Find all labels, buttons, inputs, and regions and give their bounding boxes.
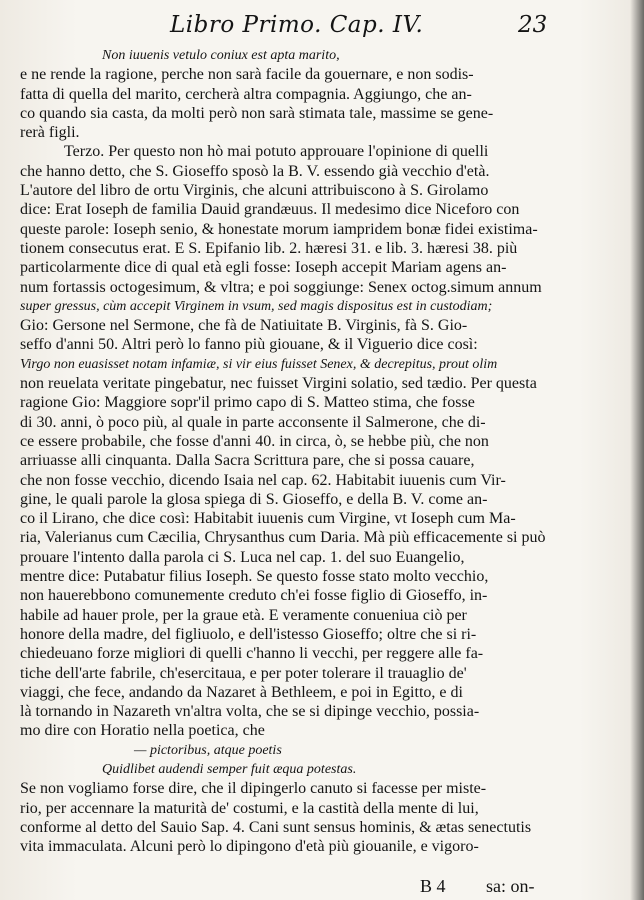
text-line: queste parole: Ioseph senio, & honestate morum iampridem bonæ fidei existima- bbox=[20, 220, 538, 238]
running-header bbox=[0, 12, 644, 42]
text-line: rio, per accennare la maturità de' costumi, e la castità della mente di lui, bbox=[20, 799, 479, 817]
text-line: e ne rende la ragione, perche non sarà facile da gouernare, e non sodis- bbox=[20, 66, 474, 84]
text-line: particolarmente dice di qual età egli fosse: Ioseph accepit Mariam agens an- bbox=[20, 259, 507, 277]
text-line: Virgo non euasisset notam infamiæ, si vir eius fuisset Senex, & decrepitus, prout olim bbox=[20, 356, 498, 372]
signature-mark: B 4 bbox=[420, 876, 446, 896]
text-line: L'autore del libro de ortu Virginis, che alcuni attribuiscono à S. Girolamo bbox=[20, 182, 489, 200]
page-number: 23 bbox=[518, 12, 548, 38]
text-line: ria, Valerianus cum Cæcilia, Chrysanthus cum Daria. Mà più efficacemente si può bbox=[20, 529, 546, 547]
text-line: num fortassis octogesimum, & vltra; e poi soggiunge: Senex octog.simum annum bbox=[20, 278, 542, 296]
text-line: mo dire con Horatio nella poetica, che bbox=[20, 722, 265, 740]
text-line: co il Lirano, che dice così: Habitabit iuuenis cum Virgine, vt Ioseph cum Ma- bbox=[20, 510, 516, 528]
text-line: che non fosse vecchio, dicendo Isaia nel cap. 62. Habitabit iuuenis cum Vir- bbox=[20, 471, 506, 489]
text-line: viaggi, che fece, andando da Nazaret à Bethleem, e poi in Egitto, e di bbox=[20, 683, 463, 701]
text-line: tiche dell'arte fabrile, ch'esercitaua, e per poter tolerare il trauaglio de' bbox=[20, 664, 467, 682]
verse-quote: — pictoribus, atque poetis bbox=[134, 742, 282, 758]
verse-quote: Quidlibet audendi semper fuit æqua potestas. bbox=[102, 761, 357, 777]
text-line: vita immaculata. Alcuni però lo dipingono d'età più giouanile, e vigoro- bbox=[20, 838, 479, 856]
body-text bbox=[20, 46, 620, 856]
text-line: conforme al detto del Sauio Sap. 4. Cani sunt sensus hominis, & ætas senectutis bbox=[20, 818, 532, 836]
text-line: Gio: Gersone nel Sermone, che fà de Natiuitate B. Virginis, fà S. Gio- bbox=[20, 317, 468, 335]
text-line: ragione Gio: Maggiore sopr'il primo capo di S. Matteo stima, che fosse bbox=[20, 394, 475, 412]
paragraph-start: Terzo. Per questo non hò mai potuto approuare l'opinione di quelli bbox=[64, 143, 489, 161]
page-edge-shadow bbox=[630, 0, 644, 900]
text-line: chiedeuano forze migliori di quelli c'hanno li vecchi, per reggere alle fa- bbox=[20, 645, 484, 663]
text-line: co quando sia casta, da molti però non sarà stimata tale, massime se gene- bbox=[20, 104, 494, 122]
text-line: che hanno detto, che S. Gioseffo sposò la B. V. essendo già vecchio d'età. bbox=[20, 162, 490, 180]
text-line: dice: Erat Ioseph de familia Dauid grandæuus. Il medesimo dice Niceforo con bbox=[20, 201, 520, 219]
catchword: sa: on- bbox=[486, 876, 535, 896]
text-line: non reuelata veritate pingebatur, nec fuisset Virgini solatio, sed tædio. Per questa bbox=[20, 375, 537, 393]
text-line: tionem consecutus erat. E S. Epifanio lib. 2. hæresi 31. e lib. 3. hæresi 38. più bbox=[20, 239, 518, 257]
text-line: mentre dice: Putabatur filius Ioseph. Se questo fosse stato molto vecchio, bbox=[20, 568, 489, 586]
text-line: arriuasse alli cinquanta. Dalla Sacra Scrittura pare, che si possa cauare, bbox=[20, 452, 475, 470]
text-line: di 30. anni, ò poco più, al quale in parte acconsente il Salmerone, che di- bbox=[20, 413, 486, 431]
text-line: super gressus, cùm accepit Virginem in vsum, sed magis dispositus est in custodiam; bbox=[20, 298, 493, 314]
text-line: ce essere probabile, che fosse d'anni 40. in circa, ò, se hebbe più, che non bbox=[20, 432, 489, 450]
text-line: rerà figli. bbox=[20, 124, 80, 142]
page-footer bbox=[420, 876, 620, 897]
text-line: habile ad hauer prole, per la graue età. E veramente conueniua ciò per bbox=[20, 606, 467, 624]
text-line: fatta di quella del marito, cercherà altra compagnia. Aggiungo, che an- bbox=[20, 85, 472, 103]
text-line: prouare l'intento dalla parola ci S. Luca nel cap. 1. del suo Euangelio, bbox=[20, 548, 465, 566]
text-line: non hauerebbono comunemente creduto ch'ei fosse figlio di Gioseffo, in- bbox=[20, 587, 488, 605]
running-title: Libro Primo. Cap. IV. bbox=[170, 12, 424, 38]
text-line: là tornando in Nazareth vn'altra volta, che se si dipinge vecchio, possia- bbox=[20, 703, 480, 721]
text-line: Se non vogliamo forse dire, che il dipingerlo canuto si facesse per miste- bbox=[20, 780, 487, 798]
text-line: gine, le quali parole la glosa spiega di S. Gioseffo, e della B. V. come an- bbox=[20, 490, 488, 508]
text-line: honore della madre, del figliuolo, e dell'istesso Gioseffo; oltre che si ri- bbox=[20, 625, 477, 643]
text-line: seffo d'anni 50. Altri però lo fanno più giouane, & il Viguerio dice così: bbox=[20, 336, 478, 354]
verse-quote: Non iuuenis vetulo coniux est apta marito, bbox=[102, 48, 340, 63]
